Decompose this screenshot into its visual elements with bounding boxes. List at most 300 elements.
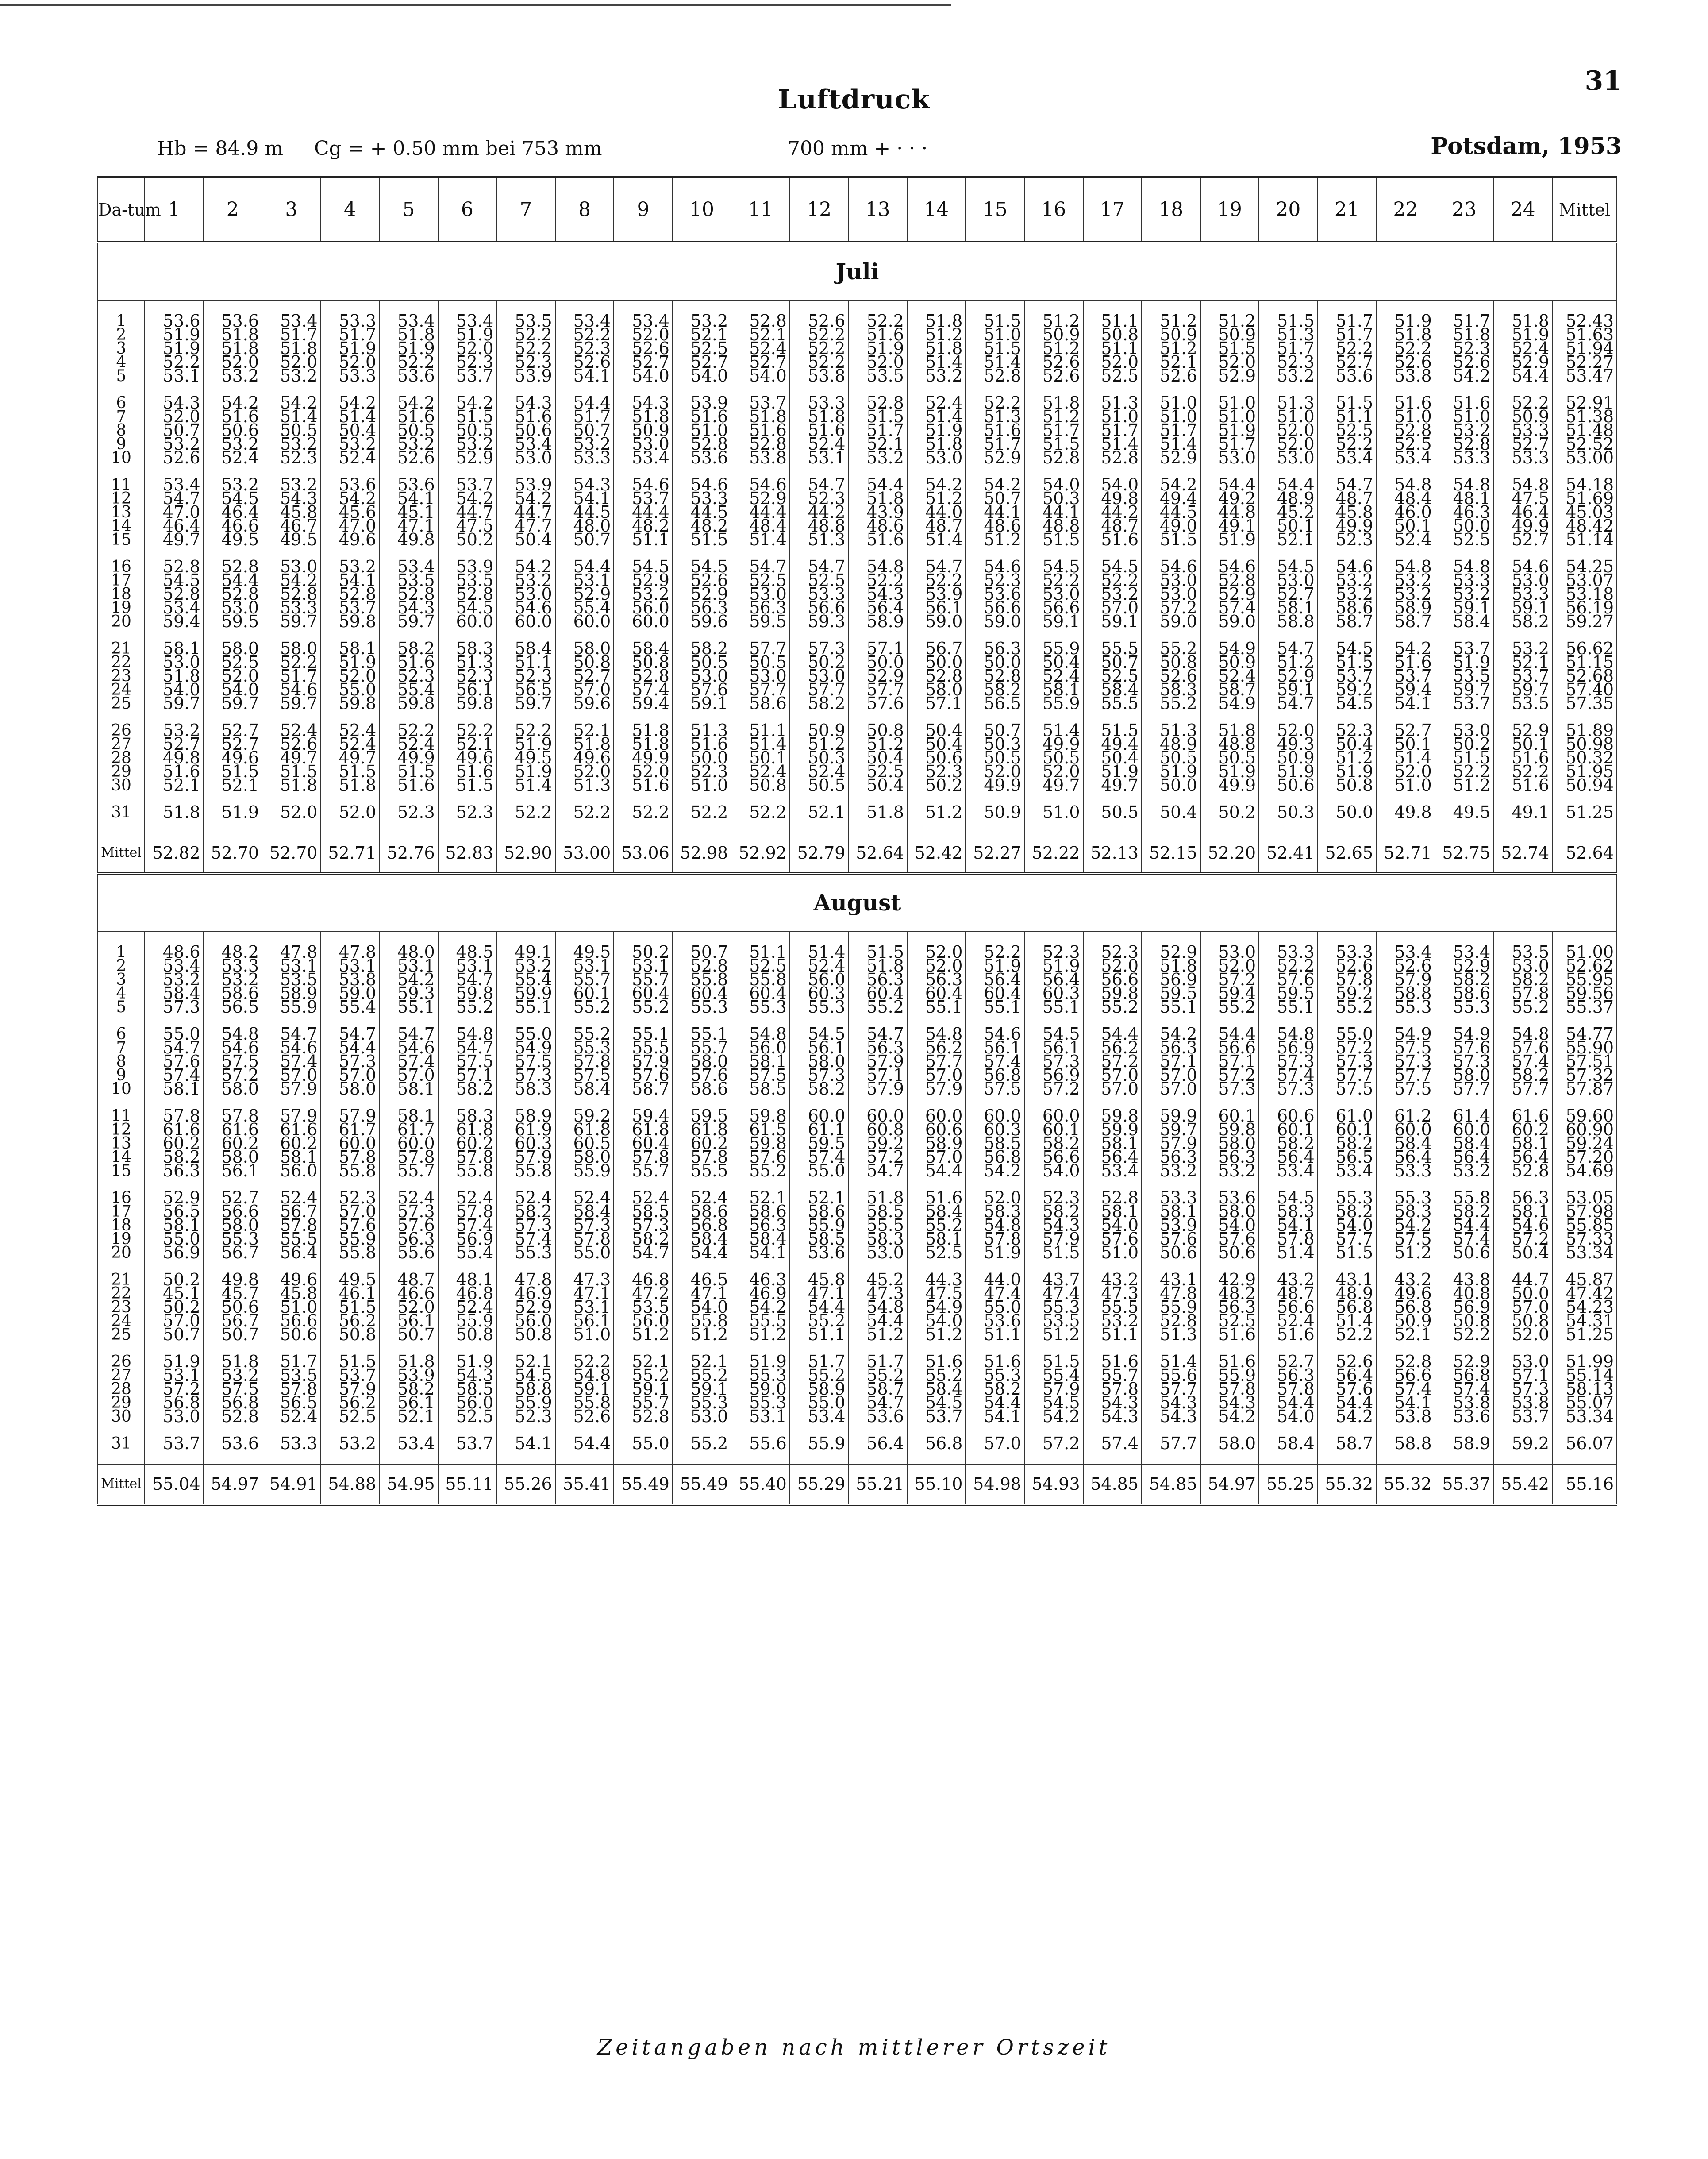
hourly-value: 52.8 [145, 587, 204, 601]
hourly-value: 47.5 [1493, 492, 1552, 505]
hourly-value: 56.3 [1200, 1150, 1259, 1164]
day-number: 7 [98, 410, 145, 424]
hourly-value: 53.7 [145, 1437, 204, 1450]
table-row [98, 1218, 1617, 1232]
hourly-value: 49.9 [1024, 737, 1083, 751]
hourly-value: 51.4 [496, 779, 555, 792]
hourly-value: 51.3 [1259, 328, 1318, 342]
hourly-value: 50.9 [1259, 751, 1318, 765]
hourly-value: 54.5 [438, 601, 497, 615]
hourly-value: 53.3 [1435, 451, 1494, 465]
hourly-value: 51.6 [966, 1355, 1024, 1369]
hourly-value: 45.8 [262, 1287, 321, 1300]
hourly-value: 54.6 [1200, 560, 1259, 574]
hourly-value: 43.9 [848, 505, 907, 519]
hourly-value: 51.6 [966, 424, 1024, 437]
hour-header: 7 [496, 177, 555, 243]
hourly-value: 48.6 [848, 519, 907, 533]
hourly-value: 57.2 [1024, 1082, 1083, 1096]
mean-value: 52.27 [966, 833, 1024, 874]
hourly-value: 57.4 [790, 1150, 849, 1164]
station-constants [157, 137, 602, 160]
hourly-value: 50.0 [907, 655, 966, 669]
hourly-value: 53.2 [1142, 1164, 1200, 1178]
hourly-value: 57.9 [907, 1082, 966, 1096]
daily-mean: 59.56 [1552, 987, 1617, 1000]
table-row [98, 1150, 1617, 1164]
mean-value: 52.75 [1435, 833, 1494, 874]
hourly-value: 57.0 [907, 1068, 966, 1082]
hourly-value: 50.2 [790, 655, 849, 669]
hourly-value: 53.4 [262, 314, 321, 328]
hourly-value: 56.4 [1376, 1150, 1435, 1164]
mean-value: 54.91 [262, 1464, 321, 1505]
hourly-value: 50.6 [1200, 1246, 1259, 1260]
mean-value: 55.16 [1552, 1464, 1617, 1505]
hourly-value: 50.8 [1435, 1314, 1494, 1328]
hourly-value: 52.7 [204, 1191, 262, 1205]
hourly-value: 51.8 [848, 806, 907, 819]
hourly-value: 50.7 [555, 533, 614, 547]
hourly-value: 57.6 [848, 697, 907, 710]
hourly-value: 43.1 [1142, 1273, 1200, 1287]
hourly-value: 58.2 [1435, 973, 1494, 987]
hourly-value: 58.9 [790, 1382, 849, 1396]
hourly-value: 50.4 [907, 724, 966, 737]
hourly-value: 54.5 [1259, 1191, 1318, 1205]
hourly-value: 60.0 [379, 1137, 438, 1150]
hourly-value: 52.2 [555, 1355, 614, 1369]
hourly-value: 50.4 [1083, 751, 1142, 765]
hourly-value: 42.9 [1200, 1273, 1259, 1287]
hourly-value: 55.7 [379, 1164, 438, 1178]
day-number: 18 [98, 1218, 145, 1232]
hourly-value: 58.4 [555, 1205, 614, 1218]
hourly-value: 54.2 [262, 396, 321, 410]
hourly-value: 56.3 [966, 642, 1024, 655]
hourly-value: 59.1 [673, 1382, 731, 1396]
hourly-value: 58.2 [1435, 1205, 1494, 1218]
hourly-value: 53.4 [555, 314, 614, 328]
daily-mean: 52.68 [1552, 669, 1617, 683]
mean-value: 52.74 [1493, 833, 1552, 874]
hourly-value: 44.5 [555, 505, 614, 519]
daily-mean: 53.34 [1552, 1410, 1617, 1423]
hourly-value: 53.8 [790, 369, 849, 383]
hourly-value: 53.7 [438, 1437, 497, 1450]
hourly-value: 55.5 [673, 1164, 731, 1178]
day-number: 8 [98, 1055, 145, 1068]
hourly-value: 51.6 [1083, 1355, 1142, 1369]
hourly-value: 55.8 [673, 1314, 731, 1328]
row-spacer [98, 628, 1617, 642]
daily-mean: 51.25 [1552, 1328, 1617, 1342]
hourly-value: 53.2 [1435, 587, 1494, 601]
hourly-value: 58.2 [1318, 1205, 1377, 1218]
hourly-value: 52.2 [1024, 574, 1083, 587]
hourly-value: 59.7 [204, 697, 262, 710]
hourly-value: 59.1 [614, 1382, 673, 1396]
hourly-value: 46.5 [673, 1273, 731, 1287]
hourly-value: 51.2 [907, 806, 966, 819]
hourly-value: 56.1 [1024, 1041, 1083, 1055]
day-number: 22 [98, 655, 145, 669]
hourly-value: 58.4 [673, 1232, 731, 1246]
hourly-value: 51.7 [321, 328, 380, 342]
hourly-value: 51.0 [1142, 410, 1200, 424]
hourly-value: 50.2 [145, 1300, 204, 1314]
hourly-value: 58.2 [1259, 1137, 1318, 1150]
row-spacer [98, 932, 1617, 945]
hourly-value: 50.5 [1200, 751, 1259, 765]
hourly-value: 56.2 [321, 1314, 380, 1328]
hourly-value: 55.9 [321, 1232, 380, 1246]
hourly-value: 53.6 [379, 369, 438, 383]
hourly-value: 51.9 [1376, 314, 1435, 328]
page-number: 31 [1585, 66, 1622, 96]
hourly-value: 55.8 [321, 1246, 380, 1260]
hourly-value: 57.6 [145, 1055, 204, 1068]
hourly-value: 53.0 [1493, 1355, 1552, 1369]
hourly-value: 51.5 [204, 765, 262, 779]
daily-mean: 60.90 [1552, 1123, 1617, 1137]
hourly-value: 52.9 [673, 587, 731, 601]
hourly-value: 51.5 [966, 314, 1024, 328]
hourly-value: 53.5 [614, 1300, 673, 1314]
hourly-value: 52.8 [1142, 1314, 1200, 1328]
table-row [98, 574, 1617, 587]
hourly-value: 53.7 [321, 601, 380, 615]
hourly-value: 54.4 [848, 478, 907, 492]
hourly-value: 55.2 [555, 1000, 614, 1014]
hourly-value: 57.8 [1493, 987, 1552, 1000]
hourly-value: 50.9 [614, 424, 673, 437]
hourly-value: 53.1 [614, 959, 673, 973]
hourly-value: 50.5 [438, 424, 497, 437]
hourly-value: 53.7 [907, 1410, 966, 1423]
daily-mean: 53.18 [1552, 587, 1617, 601]
hourly-value: 55.3 [1376, 1191, 1435, 1205]
hourly-value: 53.3 [673, 492, 731, 505]
hourly-value: 51.0 [1024, 806, 1083, 819]
hourly-value: 54.7 [262, 1027, 321, 1041]
table-row [98, 1273, 1617, 1287]
hourly-value: 54.2 [204, 396, 262, 410]
hourly-value: 54.4 [555, 396, 614, 410]
hourly-value: 56.1 [966, 1041, 1024, 1055]
table-row [98, 437, 1617, 451]
hourly-value: 51.9 [145, 328, 204, 342]
hourly-value: 55.5 [1083, 697, 1142, 710]
hourly-value: 52.2 [496, 342, 555, 355]
hourly-value: 49.8 [1083, 492, 1142, 505]
hourly-value: 54.3 [438, 1369, 497, 1382]
hourly-value: 55.8 [1435, 1191, 1494, 1205]
hourly-value: 49.5 [262, 533, 321, 547]
hourly-value: 50.2 [1435, 737, 1494, 751]
hourly-value: 55.2 [555, 1027, 614, 1041]
hourly-value: 54.5 [204, 492, 262, 505]
hourly-value: 52.6 [1142, 369, 1200, 383]
hourly-value: 57.7 [1318, 1232, 1377, 1246]
hourly-value: 52.4 [790, 959, 849, 973]
month-name: Juli [98, 243, 1617, 301]
hourly-value: 60.2 [262, 1137, 321, 1150]
hourly-value: 50.0 [1142, 779, 1200, 792]
hourly-value: 50.5 [1024, 751, 1083, 765]
hourly-value: 53.4 [1318, 1164, 1377, 1178]
hourly-value: 58.1 [379, 1082, 438, 1096]
hourly-value: 57.2 [1142, 601, 1200, 615]
hourly-value: 57.9 [262, 1082, 321, 1096]
hourly-value: 57.3 [555, 1218, 614, 1232]
hourly-value: 60.4 [731, 987, 790, 1000]
hourly-value: 51.2 [731, 1328, 790, 1342]
hourly-value: 55.3 [204, 1232, 262, 1246]
hourly-value: 54.8 [731, 1027, 790, 1041]
hourly-value: 51.5 [1318, 1246, 1377, 1260]
hourly-value: 58.2 [790, 1082, 849, 1096]
hourly-value: 51.7 [1435, 314, 1494, 328]
row-spacer [98, 383, 1617, 396]
hourly-value: 52.1 [673, 328, 731, 342]
day-number: 15 [98, 533, 145, 547]
hourly-value: 51.0 [1435, 410, 1494, 424]
hourly-value: 51.8 [848, 1191, 907, 1205]
hourly-value: 57.9 [262, 1109, 321, 1123]
hourly-value: 54.4 [1200, 1027, 1259, 1041]
hourly-value: 51.9 [1318, 765, 1377, 779]
hourly-value: 55.9 [1142, 1300, 1200, 1314]
hourly-value: 54.2 [1142, 478, 1200, 492]
hourly-value: 59.1 [1083, 615, 1142, 628]
hourly-value: 51.5 [1083, 724, 1142, 737]
hourly-value: 58.6 [1435, 987, 1494, 1000]
hourly-value: 60.2 [673, 1137, 731, 1150]
mean-value: 52.70 [262, 833, 321, 874]
hourly-value: 51.6 [731, 424, 790, 437]
table-row [98, 806, 1617, 819]
hourly-value: 48.2 [1200, 1287, 1259, 1300]
hourly-value: 58.2 [966, 683, 1024, 697]
hourly-value: 46.8 [614, 1273, 673, 1287]
hourly-value: 57.5 [555, 1068, 614, 1082]
hourly-value: 50.5 [1142, 751, 1200, 765]
hourly-value: 50.0 [848, 655, 907, 669]
hour-header: 12 [790, 177, 849, 243]
hourly-value: 55.9 [262, 1000, 321, 1014]
hourly-value: 57.8 [1318, 973, 1377, 987]
hourly-value: 55.3 [496, 1246, 555, 1260]
hourly-value: 50.6 [1142, 1246, 1200, 1260]
hourly-value: 51.8 [379, 328, 438, 342]
day-number: 27 [98, 737, 145, 751]
hourly-value: 52.3 [262, 451, 321, 465]
hourly-value: 55.3 [790, 1000, 849, 1014]
day-number: 16 [98, 560, 145, 574]
hourly-value: 55.9 [1200, 1369, 1259, 1382]
hourly-value: 58.1 [379, 1109, 438, 1123]
hourly-value: 53.4 [1376, 945, 1435, 959]
hourly-value: 55.9 [496, 1396, 555, 1410]
hourly-value: 57.5 [1376, 1041, 1435, 1055]
daily-mean: 57.20 [1552, 1150, 1617, 1164]
hourly-value: 47.1 [790, 1287, 849, 1300]
hourly-value: 52.7 [204, 724, 262, 737]
hourly-value: 48.7 [379, 1273, 438, 1287]
hourly-value: 53.6 [379, 478, 438, 492]
hourly-value: 53.6 [204, 1437, 262, 1450]
hourly-value: 54.0 [204, 683, 262, 697]
hourly-value: 51.9 [1259, 765, 1318, 779]
hourly-value: 52.5 [204, 655, 262, 669]
hourly-value: 52.5 [1200, 1314, 1259, 1328]
day-number: 6 [98, 1027, 145, 1041]
hourly-value: 53.2 [1435, 1164, 1494, 1178]
day-number: 12 [98, 492, 145, 505]
hourly-value: 51.3 [1142, 724, 1200, 737]
hourly-value: 47.0 [145, 505, 204, 519]
mean-value: 55.49 [614, 1464, 673, 1505]
hourly-value: 52.0 [1200, 959, 1259, 973]
daily-mean: 55.37 [1552, 1000, 1617, 1014]
hourly-value: 52.8 [262, 587, 321, 601]
table-row [98, 369, 1617, 383]
hourly-value: 54.0 [1083, 478, 1142, 492]
hourly-value: 52.6 [1376, 959, 1435, 973]
hourly-value: 57.8 [555, 1232, 614, 1246]
hourly-value: 55.1 [379, 1000, 438, 1014]
hourly-value: 56.8 [145, 1396, 204, 1410]
hourly-value: 53.0 [1142, 574, 1200, 587]
hourly-value: 49.8 [1376, 806, 1435, 819]
hourly-value: 56.3 [673, 601, 731, 615]
daily-mean: 54.69 [1552, 1164, 1617, 1178]
hourly-value: 53.4 [145, 959, 204, 973]
hourly-value: 59.1 [555, 1382, 614, 1396]
hourly-value: 55.6 [1142, 1369, 1200, 1382]
pressure-table [97, 176, 1617, 1506]
hourly-value: 56.3 [1142, 1150, 1200, 1164]
hourly-value: 50.0 [1435, 519, 1494, 533]
hourly-value: 51.7 [1142, 424, 1200, 437]
hourly-value: 57.5 [496, 1055, 555, 1068]
hourly-value: 59.1 [1493, 601, 1552, 615]
hourly-value: 51.6 [1493, 779, 1552, 792]
hourly-value: 51.5 [321, 1355, 380, 1369]
day-number: 23 [98, 669, 145, 683]
hourly-value: 52.4 [790, 437, 849, 451]
hourly-value: 53.1 [555, 959, 614, 973]
hourly-value: 52.3 [496, 669, 555, 683]
hourly-value: 48.7 [1259, 1287, 1318, 1300]
hourly-value: 52.8 [145, 560, 204, 574]
hourly-value: 53.8 [1493, 1396, 1552, 1410]
hourly-value: 50.5 [731, 655, 790, 669]
hourly-value: 50.8 [848, 724, 907, 737]
hourly-value: 52.0 [907, 959, 966, 973]
hourly-value: 55.0 [790, 1164, 849, 1178]
hourly-value: 58.8 [1259, 615, 1318, 628]
hourly-value: 49.5 [204, 533, 262, 547]
hourly-value: 51.7 [1024, 424, 1083, 437]
hourly-value: 58.4 [1376, 1137, 1435, 1150]
hourly-value: 51.8 [1435, 328, 1494, 342]
base-value: 700 mm + · · · [788, 137, 928, 160]
hourly-value: 47.8 [321, 945, 380, 959]
hourly-value: 54.8 [1435, 478, 1494, 492]
hourly-value: 52.6 [1376, 355, 1435, 369]
hourly-value: 51.1 [1083, 342, 1142, 355]
hourly-value: 47.5 [907, 1287, 966, 1300]
hourly-value: 55.8 [555, 1396, 614, 1410]
hourly-value: 45.8 [1318, 505, 1377, 519]
daily-mean: 59.60 [1552, 1109, 1617, 1123]
hourly-value: 51.1 [496, 655, 555, 669]
hourly-value: 56.3 [1259, 1369, 1318, 1382]
hourly-value: 55.3 [731, 1369, 790, 1382]
day-number: 30 [98, 1410, 145, 1423]
hourly-value: 59.8 [1083, 987, 1142, 1000]
hourly-value: 52.2 [1435, 765, 1494, 779]
hourly-value: 56.4 [848, 601, 907, 615]
hourly-value: 54.1 [555, 369, 614, 383]
hourly-value: 54.7 [145, 492, 204, 505]
hourly-value: 55.8 [438, 1164, 497, 1178]
hourly-value: 52.5 [907, 1246, 966, 1260]
hourly-value: 60.0 [966, 1109, 1024, 1123]
hourly-value: 59.1 [673, 697, 731, 710]
hourly-value: 50.6 [262, 1328, 321, 1342]
hourly-value: 53.0 [731, 587, 790, 601]
hourly-value: 54.7 [438, 1041, 497, 1055]
hourly-value: 60.1 [1259, 1123, 1318, 1137]
hourly-value: 52.8 [673, 437, 731, 451]
mittel-label: Mittel [98, 833, 145, 874]
day-number: 10 [98, 451, 145, 465]
hourly-value: 52.1 [790, 1191, 849, 1205]
hourly-value: 52.5 [1318, 424, 1377, 437]
hourly-value: 51.4 [262, 410, 321, 424]
hourly-value: 53.2 [204, 478, 262, 492]
hourly-value: 59.9 [1083, 1123, 1142, 1137]
hourly-value: 52.9 [1200, 369, 1259, 383]
hourly-value: 59.8 [1200, 1123, 1259, 1137]
hourly-value: 53.2 [262, 369, 321, 383]
hourly-value: 52.9 [1200, 587, 1259, 601]
mean-value: 52.90 [496, 833, 555, 874]
hourly-value: 56.5 [966, 697, 1024, 710]
hourly-value: 52.4 [614, 1191, 673, 1205]
hourly-value: 61.9 [496, 1123, 555, 1137]
hourly-value: 53.2 [1259, 369, 1318, 383]
page-title: Luftdruck [778, 84, 930, 115]
hourly-value: 52.2 [848, 574, 907, 587]
hourly-value: 55.2 [907, 1218, 966, 1232]
hourly-value: 57.3 [496, 1218, 555, 1232]
hourly-value: 50.8 [1083, 328, 1142, 342]
hourly-value: 60.1 [1318, 1123, 1377, 1137]
hourly-value: 57.3 [1259, 1055, 1318, 1068]
hourly-value: 54.4 [555, 560, 614, 574]
hourly-value: 52.8 [731, 314, 790, 328]
hourly-value: 54.8 [1376, 560, 1435, 574]
hourly-value: 48.7 [907, 519, 966, 533]
hourly-value: 47.0 [321, 519, 380, 533]
hourly-value: 60.3 [966, 1123, 1024, 1137]
hourly-value: 57.9 [321, 1382, 380, 1396]
hourly-value: 54.5 [145, 574, 204, 587]
